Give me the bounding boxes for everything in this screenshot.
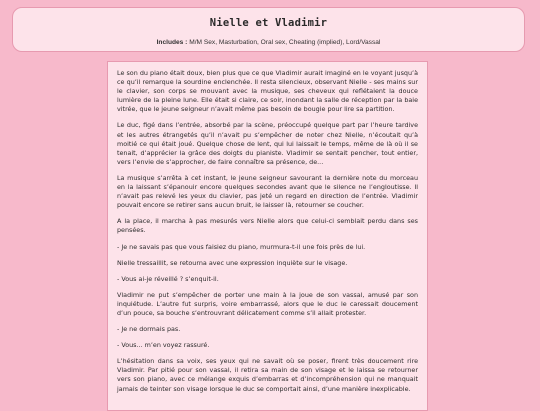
story-paragraph: Nielle tressaillit, se retourna avec une expression inquiète sur le visage. <box>117 258 348 267</box>
includes-label: Includes : <box>156 39 188 46</box>
story-paragraph: L’hésitation dans sa voix, ses yeux qui ne savait où se poser, firent très doucement rire Vladimir. Par pitié pour son vassal, il retira sa main de son visage et le laissa se retourner vers son piano, avec ce mélange exquis d’embarras et d’incompréhension qui ne manquait jamais de teinter son visage lorsque le duc se comportait ainsi, d’une manière inexplicable. <box>117 357 418 393</box>
story-header <box>12 7 525 52</box>
story-paragraph: La musique s’arrêta à cet instant, le jeune seigneur savourant la dernière note du morceau en la laissant s’épanouir encore quelques secondes avant que le silence ne l’engloutisse. Il n’avait pas relevé les yeux du clavier, pas jeté un regard en direction de l’entrée. Vladimir pouvait encore se retirer sans aucun bruit, le laisser là, retourner se coucher. <box>117 173 418 210</box>
story-paragraph: - Je ne savais pas que vous faisiez du piano, murmura-t-il une fois près de lui. <box>117 242 366 251</box>
story-title: Nielle et Vladimir <box>209 17 328 29</box>
story-paragraph: - Je ne dormais pas. <box>117 325 181 334</box>
includes-line <box>13 39 524 46</box>
story-paragraph: A la place, il marcha à pas mesurés vers Nielle alors que celui-ci semblait perdu dans ses pensées. <box>117 217 418 235</box>
story-paragraph: Vladimir ne put s’empêcher de porter une main à la joue de son vassal, amusé par son inquiétude. L’autre fut surpris, voire embarrassé, alors que le duc le caressait doucement d’un pouce, sa bouche s’entrouvrant délicatement comme s’il allait protester. <box>117 290 418 317</box>
includes-tags: M/M Sex, Masturbation, Oral sex, Cheating (implied), Lord/Vassal <box>189 39 381 46</box>
story-paragraph: Le son du piano était doux, bien plus que ce que Vladimir aurait imaginé en le voyant jusqu’à ce qu’il remarque la sourdine enclenchée. Il resta silencieux, observant Nielle - ses mains sur le clavier, son corps se mouvant avec la musique, ses cheveux qui reflétaient la douce lumière de la pleine lune. Elle était si claire, ce soir, inondant la salle de réception par la baie vitrée, que le jeune seigneur n’avait même pas besoin de bougie pour lire sa partition. <box>117 69 418 114</box>
story-paragraph: - Vous ai-je réveillé ? s’enquit-il. <box>117 274 219 283</box>
story-paragraph: - Vous... m’en voyez rassuré. <box>117 341 210 350</box>
story-paragraph: Le duc, figé dans l’entrée, absorbé par la scène, préoccupé quelque part par l’heure tardive et les autres étrangetés qu’il n’avait pu s’empêcher de noter chez Nielle, n’écoutait qu’à moitié ce qui était joué. Quelque chose de lent, qui lui laissait le temps, même de là où il se tenait, d’apprécier la grâce des doigts du pianiste. Vladimir se sentait pencher, tout entier, vers l’envie de s’approcher, de faire connaître sa présence, de... <box>117 121 418 166</box>
story-text-panel <box>107 61 428 411</box>
